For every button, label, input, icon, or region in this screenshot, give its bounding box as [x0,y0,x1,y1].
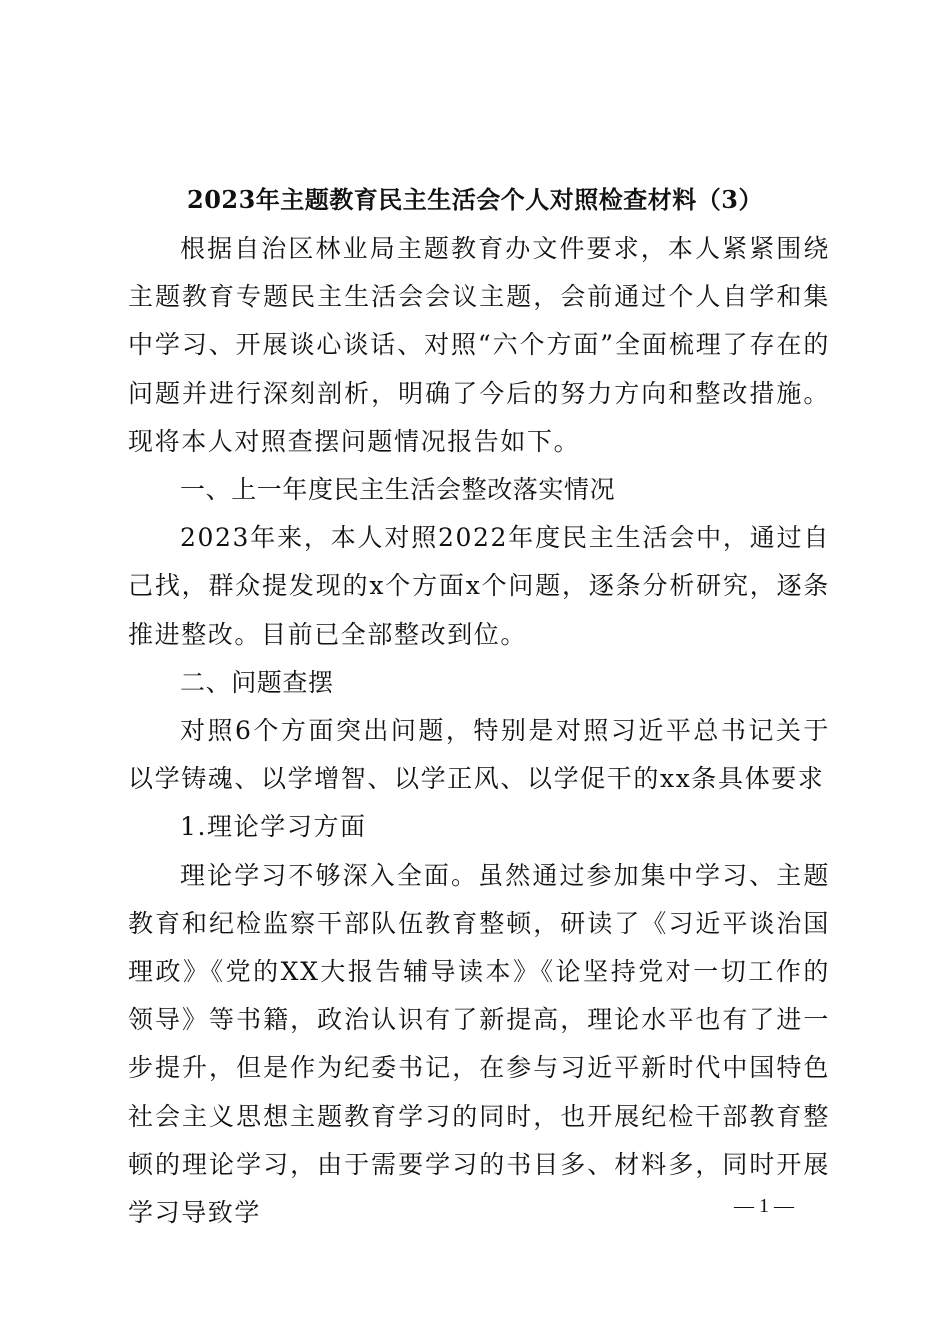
section-heading-1: 一、上一年度民主生活会整改落实情况 [180,475,616,505]
document-title: 2023年主题教育民主生活会个人对照检查材料（3） [187,185,763,214]
subsection-heading-1: 1.理论学习方面 [180,812,367,842]
document-body [128,225,830,1237]
section-heading-2: 二、问题查摆 [180,667,334,697]
page-number: — 1 — [734,1195,794,1217]
subsection-1-paragraph: 理论学习不够深入全面。虽然通过参加集中学习、主题教育和纪检监察干部队伍教育整顿，研读了《习近平谈治国理政》《党的XX大报告辅导读本》《论坚持党对一切工作的领导》等书籍，政治认识有了新提高，理论水平也有了进一步提升，但是作为纪委书记，在参与习近平新时代中国特色社会主义思想主题教育学习的同时，也开展纪检干部教育整顿的理论学习，由于需要学习的书目多、材料多，同时开展学习导致学 [128,860,830,1228]
section-2-paragraph: 对照6个方面突出问题，特别是对照习近平总书记关于以学铸魂、以学增智、以学正风、以学促干的xx条具体要求 [128,716,830,794]
intro-paragraph: 根据自治区林业局主题教育办文件要求，本人紧紧围绕主题教育专题民主生活会会议主题，会前通过个人自学和集中学习、开展谈心谈话、对照“六个方面”全面梳理了存在的问题并进行深刻剖析，明确了今后的努力方向和整改措施。现将本人对照查摆问题情况报告如下。 [128,234,830,456]
section-1-paragraph: 2023年来，本人对照2022年度民主生活会中，通过自己找，群众提发现的x个方面x个问题，逐条分析研究，逐条推进整改。目前已全部整改到位。 [128,523,830,649]
